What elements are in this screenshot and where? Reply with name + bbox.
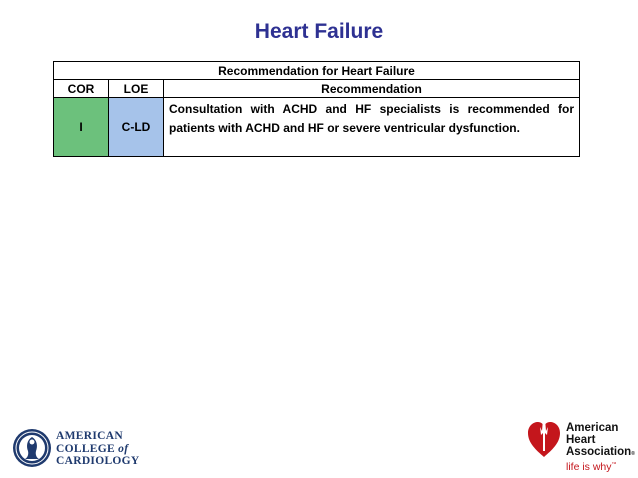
header-recommendation: Recommendation xyxy=(164,80,580,98)
loe-cell: C-LD xyxy=(109,98,164,157)
acc-line-2: COLLEGE of xyxy=(56,442,129,455)
recommendation-text: Consultation with ACHD and HF specialists is recommended for patients with ACHD and HF or severe ventricular dysfunction. xyxy=(164,98,580,157)
aha-line-1: American xyxy=(566,422,619,434)
header-loe: LOE xyxy=(109,80,164,98)
acc-line-1: AMERICAN xyxy=(56,430,123,442)
acc-seal-icon xyxy=(12,428,52,468)
aha-line-2: Heart xyxy=(566,434,596,446)
aha-heart-torch-icon xyxy=(526,417,562,461)
aha-tagline: life is why™ xyxy=(566,461,617,473)
recommendation-table xyxy=(53,61,580,157)
acc-wordmark xyxy=(56,430,140,468)
cor-cell: I xyxy=(54,98,109,157)
page-title: Heart Failure xyxy=(254,20,384,43)
table-caption-row xyxy=(54,62,580,80)
aha-line-3: Association® xyxy=(566,446,635,458)
aha-logo xyxy=(526,417,634,473)
acc-line-3: CARDIOLOGY xyxy=(56,455,140,467)
header-cor: COR xyxy=(54,80,109,98)
table-caption: Recommendation for Heart Failure xyxy=(54,62,580,80)
table-row xyxy=(54,98,580,157)
aha-wordmark xyxy=(566,422,635,460)
table-header-row xyxy=(54,80,580,98)
